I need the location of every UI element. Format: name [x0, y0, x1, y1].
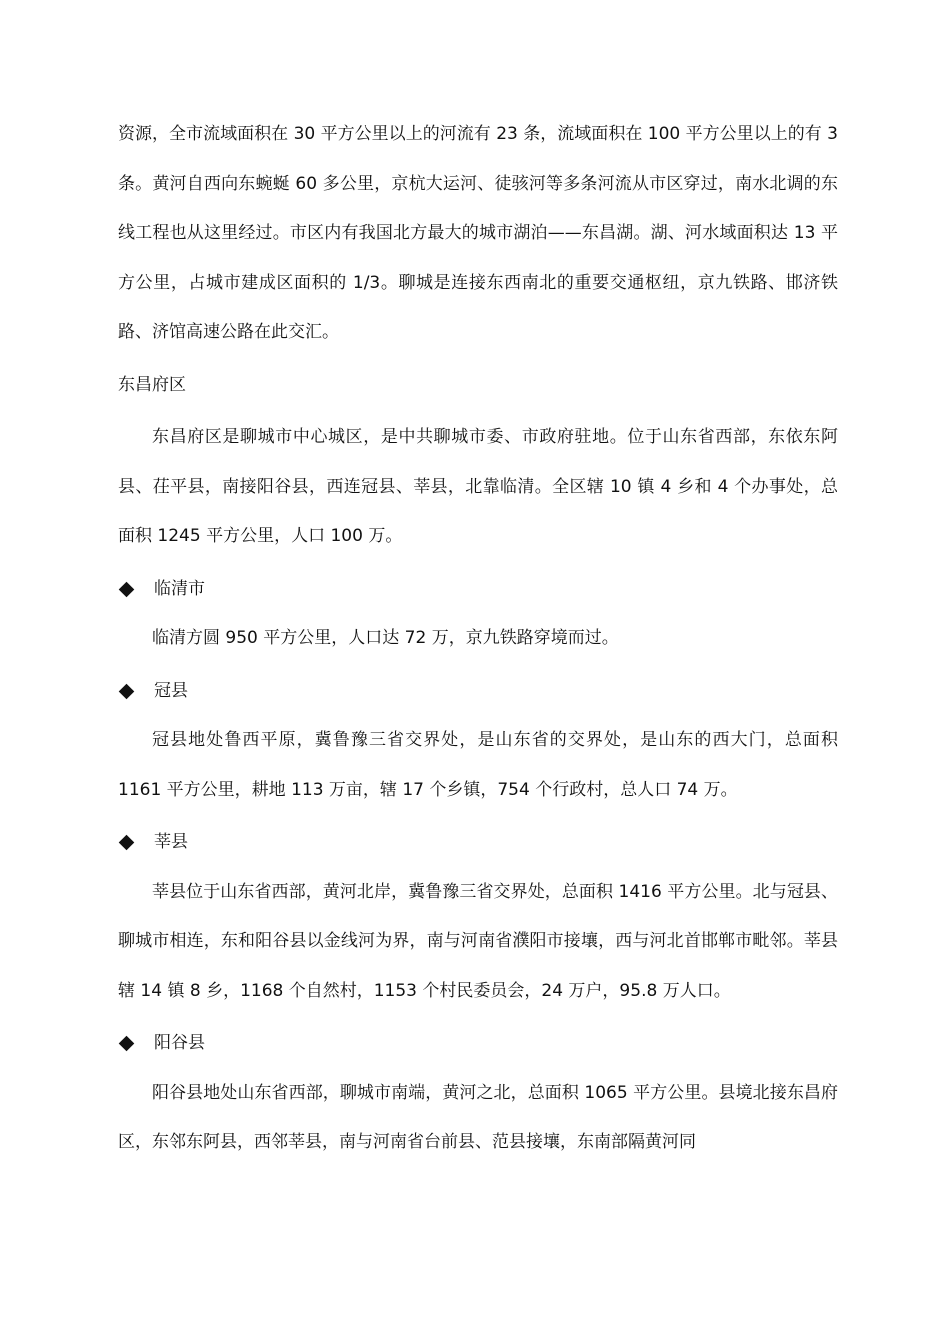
- section-heading-shenxian: [118, 818, 838, 868]
- section-title-shenxian: 莘县: [154, 832, 188, 852]
- section-body-shenxian: 莘县位于山东省西部，黄河北岸，冀鲁豫三省交界处，总面积 1416 平方公里。北与冠县、聊城市相连，东和阳谷县以金线河为界，南与河南省濮阳市接壤，西与河北首邯郸市毗邻。莘县辖 14 镇 8 乡，1168 个自然村，1153 个村民委员会，24 万户，95.8 万人口。: [118, 881, 838, 1001]
- section-heading-linqing: [118, 565, 838, 615]
- section-title-dongchangfu: 东昌府区: [118, 374, 186, 395]
- section-title-guanxian: 冠县: [154, 680, 188, 701]
- diamond-bullet-icon: [119, 683, 135, 699]
- section-title-yanggu: 阳谷县: [154, 1033, 205, 1053]
- section-heading-yanggu: [118, 1019, 838, 1069]
- diamond-bullet-icon: [119, 1036, 135, 1052]
- document-page: [118, 110, 838, 1168]
- section-body-yanggu: 阳谷县地处山东省西部，聊城市南端，黄河之北，总面积 1065 平方公里。县境北接东昌府区，东邻东阿县，西邻莘县，南与河南省台前县、范县接壤，东南部隔黄河同: [118, 1082, 838, 1152]
- section-body-linqing: 临清方圆 950 平方公里，人口达 72 万，京九铁路穿境而过。: [152, 628, 619, 648]
- intro-paragraph: 资源，全市流域面积在 30 平方公里以上的河流有 23 条，流域面积在 100 平方公里以上的有 3 条。黄河自西向东蜿蜒 60 多公里，京杭大运河、徒骇河等多条河流从市区穿过，南水北调的东线工程也从这里经过。市区内有我国北方最大的城市湖泊——东昌湖。湖、河水域面积达 13 平方公里，占城市建成区面积的 1/3。聊城是连接东西南北的重要交通枢纽，京九铁路、邯济铁路、济馆高速公路在此交汇。: [118, 124, 838, 342]
- section-heading-guanxian: [118, 667, 838, 717]
- section-body-guanxian: 冠县地处鲁西平原，冀鲁豫三省交界处，是山东省的交界处，是山东的西大门，总面积 1161 平方公里，耕地 113 万亩，辖 17 个乡镇，754 个行政村，总人口 74 万。: [118, 730, 838, 800]
- section-title-linqing: 临清市: [154, 578, 205, 599]
- diamond-bullet-icon: [119, 581, 135, 597]
- section-body-dongchangfu: 东昌府区是聊城市中心城区，是中共聊城市委、市政府驻地。位于山东省西部，东依东阿县、茌平县，南接阳谷县，西连冠县、莘县，北靠临清。全区辖 10 镇 4 乡和 4 个办事处，总面积 1245 平方公里，人口 100 万。: [118, 427, 838, 546]
- diamond-bullet-icon: [119, 835, 135, 851]
